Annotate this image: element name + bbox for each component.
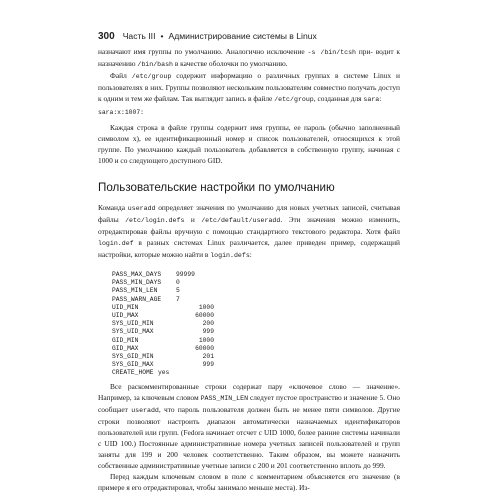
config-key: SYS_GID_MAX (112, 361, 154, 369)
config-value: 7 (176, 295, 180, 303)
config-key: PASS_MAX_DAYS (112, 271, 162, 278)
config-key: GID_MAX (112, 344, 139, 352)
config-value: 999 (202, 361, 214, 369)
config-value: 1000 (198, 303, 214, 311)
config-value: 99999 (176, 271, 195, 278)
config-key: SYS_GID_MIN (112, 352, 154, 360)
config-value: yes (158, 369, 170, 377)
text: содержит информацию о различных группах в системе Linux и пользователях в них. Группы позволяют нескольким пользователям совместно получать доступ к одним и тем же файлам. Так выглядит запись в файле (98, 71, 400, 103)
text: Все раскомментированные строки содержат пару «ключевое слово — значение». Например, за ключевым словом (98, 382, 400, 402)
config-row (112, 369, 214, 377)
header-separator: • (160, 31, 164, 41)
inline-code: useradd (127, 205, 156, 212)
config-row (112, 279, 214, 287)
page-number: 300 (98, 31, 115, 42)
paragraph (98, 202, 400, 261)
text: , созданная для (313, 94, 364, 103)
paragraph: Каждая строка в файле группы содержит имя группы, ее пароль (обычно заполненный символом x), ее идентификационный номер и список пользователей, относящихся к этой группе. По умолчанию каждый пользователь добавляется в собственную группу, начиная с 1000 и со следующего доступного GID. (98, 123, 400, 165)
inline-code: /etc/group (131, 73, 172, 80)
inline-code: PASS_MIN_LEN (200, 395, 249, 402)
config-value: 60000 (195, 311, 214, 319)
config-value: 5 (176, 287, 180, 295)
intro-block (98, 46, 400, 166)
text: в качестве оболочки по умолчанию. (173, 59, 288, 68)
config-key: SYS_UID_MIN (112, 320, 154, 328)
config-row (112, 304, 214, 312)
paragraph (98, 381, 400, 471)
config-key: PASS_WARN_AGE (112, 295, 162, 303)
paragraph (98, 70, 400, 105)
inline-code: group (293, 96, 314, 103)
code-sample: sara:x:1007: (98, 109, 145, 116)
config-key: PASS_MIN_DAYS (112, 279, 162, 287)
config-value: 0 (176, 279, 180, 287)
section-heading: Пользовательские настройки по умолчанию (98, 181, 335, 194)
config-listing (112, 271, 214, 377)
config-key: CREATE_HOME (112, 369, 154, 377)
text: : (379, 94, 382, 103)
inline-code: /etc/ (274, 96, 294, 103)
chapter-title: Администрирование системы в Linux (168, 31, 317, 41)
inline-code: useradd (131, 407, 159, 414)
section-block (98, 202, 400, 261)
inline-code: /etc/default/useradd (201, 217, 281, 224)
config-row (112, 353, 214, 361)
config-row (112, 361, 214, 369)
config-value: 999 (202, 328, 214, 336)
text: и (184, 215, 202, 224)
inline-code: sara (363, 96, 380, 103)
config-value: 201 (202, 352, 214, 360)
paragraph (98, 46, 400, 70)
text: . Эти значения можно изменить, отредактировав файлы вручную с помощью стандартного текстового редактора. Хотя файл (98, 215, 401, 236)
text: при- (356, 47, 373, 56)
config-key: UID_MIN (112, 303, 139, 311)
text: Файл (110, 71, 132, 80)
inline-code: login.def (98, 240, 134, 247)
config-key: UID_MAX (112, 311, 139, 319)
config-row (112, 328, 214, 336)
text: : (249, 250, 252, 259)
config-row (112, 345, 214, 353)
text: , что пароль пользователя должен быть не менее пяти символов. Другие строки позволяют настроить диапазон автоматически назначаемых идентификаторов пользователей или групп. (Fedora начинает отсчет с UID 1000, более ранние системы начинали с UID 100.) Постоянные административные номера учетных записей пользователей и групп заняты для 199 и 200 человек соответственно. Таким образом, вы можете назначить собственные административные учетные записи с 200 и 201 соответственно вплоть до 999. (98, 405, 400, 470)
inline-code: /bin/bash (137, 61, 173, 68)
paragraph: Перед каждым ключевым словом в поле с комментарием объясняется его значение (в примере я его отредактировал, чтобы занимало меньше места). Из- (98, 472, 400, 492)
inline-code: login.defs (210, 252, 250, 259)
config-key: SYS_UID_MAX (112, 328, 154, 336)
part-label: Часть III (122, 31, 156, 41)
text: Команда (98, 203, 128, 212)
inline-code: -s /bin/tcsh (307, 49, 356, 56)
config-row (112, 312, 214, 320)
text: водит к назначению (98, 47, 400, 68)
config-row (112, 271, 214, 279)
inline-code: /etc/login.defs (125, 217, 185, 224)
text: назначают имя группы по умолчанию. Аналогично исключение (98, 47, 308, 56)
config-value: 1000 (198, 336, 214, 344)
config-row (112, 337, 214, 345)
config-key: PASS_MIN_LEN (112, 287, 158, 295)
after-block (98, 381, 400, 493)
config-value: 200 (202, 320, 214, 328)
config-row (112, 296, 214, 304)
config-row (112, 287, 214, 295)
config-value: 60000 (195, 344, 214, 352)
config-row (112, 320, 214, 328)
running-head (98, 31, 398, 42)
text: в разных системах Linux различается, далее приведен пример, содержащий настройки, которые можно найти в (98, 238, 400, 259)
text: следует пустое пространство и значение 5. Оно сообщает (98, 393, 400, 414)
config-key: GID_MIN (112, 336, 139, 344)
text: определяет значения по умолчанию для новых учетных записей, считывая файлы (98, 203, 400, 224)
